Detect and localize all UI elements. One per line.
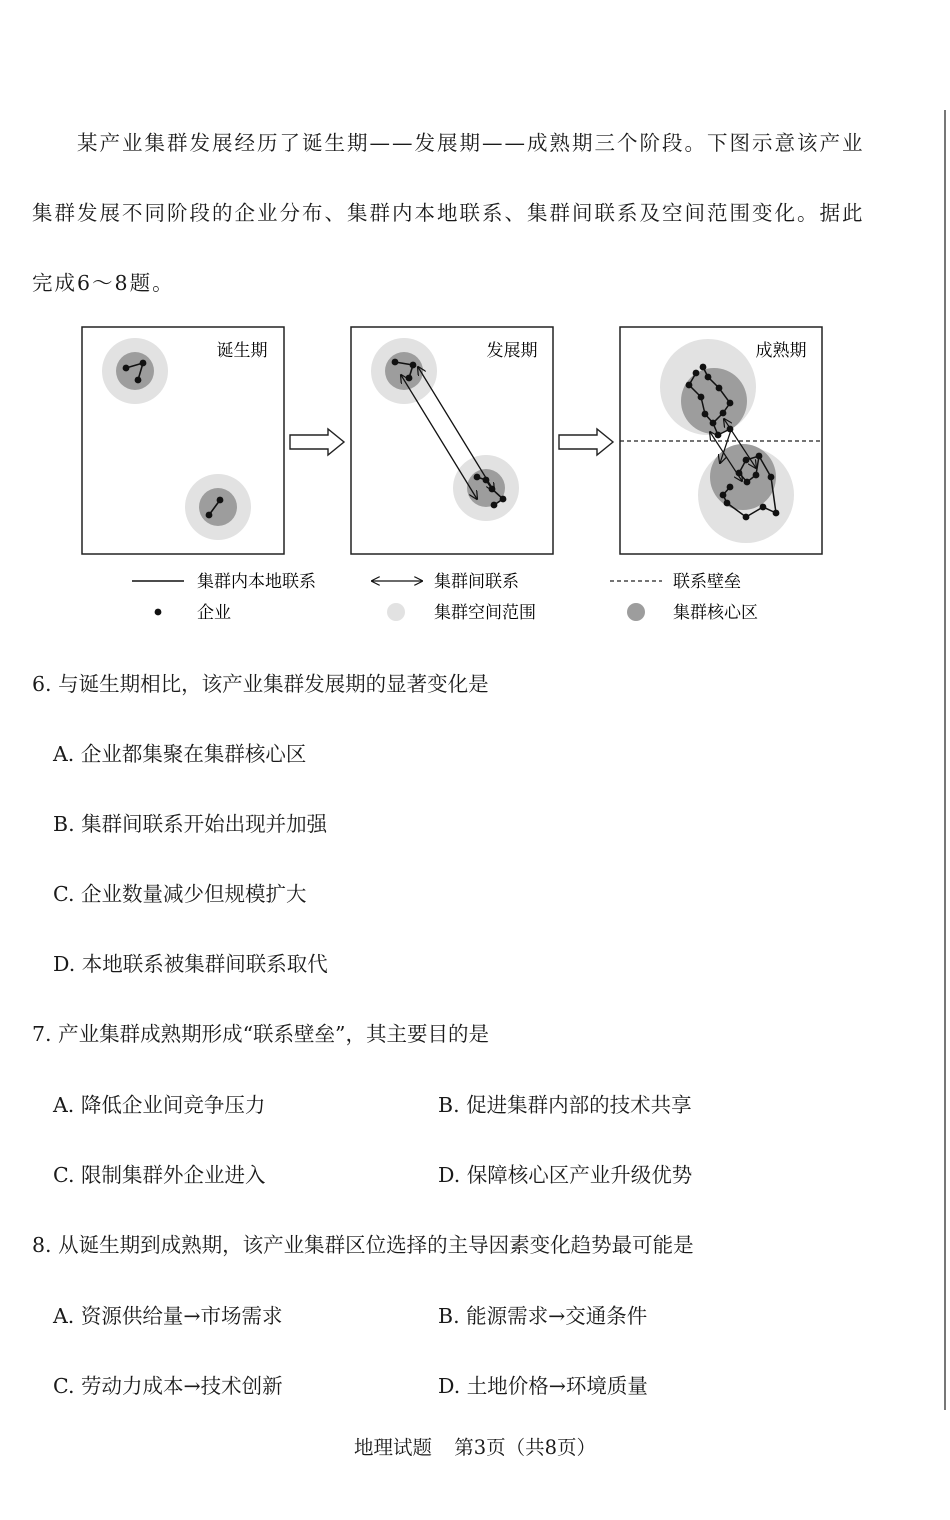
panel-birth: [82, 327, 284, 554]
question-6-option-b: B. 集群间联系开始出现并加强: [53, 812, 328, 836]
question-8-option-a: A. 资源供给量→市场需求: [53, 1304, 283, 1328]
question-8-option-c: C. 劳动力成本→技术创新: [53, 1374, 283, 1398]
panel-development-label: 发展期: [486, 341, 538, 361]
cluster-diagram: [80, 325, 840, 635]
question-6-option-c: C. 企业数量减少但规模扩大: [53, 882, 307, 906]
diagram-legend: [132, 572, 758, 623]
stage-arrow-1: [290, 429, 344, 455]
footer-page-number: 第3页（共8页）: [454, 1436, 597, 1459]
question-7-option-a: A. 降低企业间竞争压力: [53, 1093, 266, 1117]
question-8-option-d: D. 土地价格→环境质量: [438, 1374, 648, 1398]
legend-barrier: 联系壁垒: [673, 572, 741, 592]
legend-core-area: 集群核心区: [673, 603, 758, 623]
question-8-stem: 8. 从诞生期到成熟期，该产业集群区位选择的主导因素变化趋势最可能是: [32, 1233, 694, 1257]
legend-local-link: 集群内本地联系: [197, 572, 316, 592]
intro-text: 某产业集群发展经历了诞生期——发展期——成熟期三个阶段。下图示意该产业集群发展不同阶段的企业分布、集群内本地联系、集群间联系及空间范围变化。据此完成6～8题。: [32, 131, 865, 295]
question-7-option-d: D. 保障核心区产业升级优势: [438, 1163, 693, 1187]
panel-birth-label: 诞生期: [216, 341, 268, 361]
footer-subject: 地理试题: [353, 1436, 432, 1459]
question-7-option-c: C. 限制集群外企业进入: [53, 1163, 266, 1187]
question-6-stem: 6. 与诞生期相比，该产业集群发展期的显著变化是: [32, 672, 489, 696]
legend-inter-link: 集群间联系: [434, 572, 519, 592]
question-8-option-b: B. 能源需求→交通条件: [438, 1304, 648, 1328]
page-footer: [0, 1432, 950, 1460]
legend-spatial-range: 集群空间范围: [434, 603, 536, 623]
legend-enterprise: 企业: [197, 603, 231, 623]
panel-development: [351, 327, 553, 554]
intro-paragraph: [32, 108, 877, 318]
question-6-option-a: A. 企业都集聚在集群核心区: [53, 742, 307, 766]
stage-arrow-2: [559, 429, 613, 455]
question-6-option-d: D. 本地联系被集群间联系取代: [53, 952, 328, 976]
question-7-option-b: B. 促进集群内部的技术共享: [438, 1093, 692, 1117]
page-edge-rule: [944, 110, 946, 1410]
panel-maturity: [620, 327, 822, 554]
panel-maturity-label: 成熟期: [755, 341, 807, 361]
question-7-stem: 7. 产业集群成熟期形成“联系壁垒”，其主要目的是: [32, 1022, 490, 1046]
